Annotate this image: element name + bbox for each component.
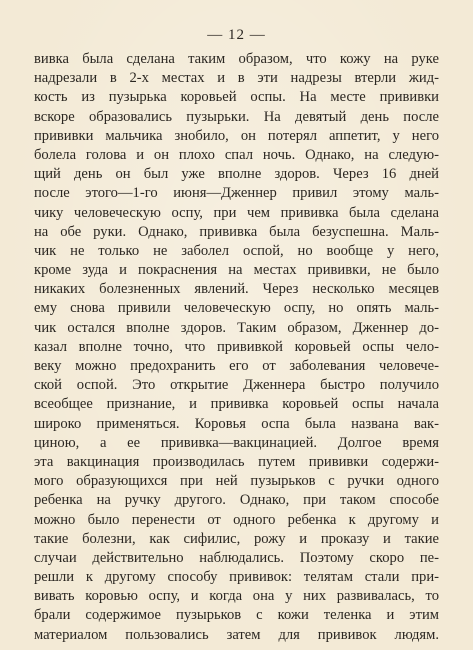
text-line: можно было перенести от одного ребенка к другому и bbox=[34, 511, 439, 528]
text-line: никаких болезненных явлений. Через несколько месяцев bbox=[34, 281, 439, 298]
text-line: ской оспой. Это открытие Дженнера быстро получило bbox=[34, 377, 439, 394]
text-line: на обе руки. Однако, прививка была безуспешна. Маль- bbox=[34, 223, 439, 240]
text-line: щий день он был уже вполне здоров. Через 16 дней bbox=[34, 166, 439, 183]
text-line: чику человеческую оспу, при чем прививка была сделана bbox=[34, 204, 439, 221]
text-line: чик остался вполне здоров. Таким образом, Дженнер до- bbox=[34, 319, 439, 336]
text-line: случаи действительно наблюдались. Поэтому скоро пе- bbox=[34, 549, 439, 566]
text-line: казал вполне точно, что прививкой коровьей оспы чело- bbox=[34, 338, 439, 355]
body-text bbox=[34, 50, 439, 645]
text-line: вивка была сделана таким образом, что кожу на руке bbox=[34, 51, 439, 67]
text-line: материалом пользовались затем для прививок людям. bbox=[34, 626, 439, 643]
text-line: циною, а ее прививка—вакцинацией. Долгое время bbox=[34, 434, 439, 451]
text-line: такие болезни, как сифилис, рожу и проказу и такие bbox=[34, 530, 439, 547]
text-line: всеобщее признание, и прививка коровьей оспы начала bbox=[34, 396, 439, 413]
text-line: прививки мальчика знобило, он потерял аппетит, у него bbox=[34, 127, 439, 144]
text-line: ему снова привили человеческую оспу, но опять маль- bbox=[34, 300, 439, 317]
text-line: чик не только не заболел оспой, но вообще у него, bbox=[34, 242, 439, 259]
text-line: эта вакцинация производилась путем прививки содержи- bbox=[34, 453, 439, 470]
text-line: кость из пузырька коровьей оспы. На месте прививки bbox=[34, 89, 439, 106]
text-line: вивать коровью оспу, и когда она у них развивалась, то bbox=[34, 588, 439, 605]
text-line: после этого—1-го июня—Дженнер привил этому маль- bbox=[34, 185, 439, 202]
text-line: брали содержимое пузырьков с кожи теленка и этим bbox=[34, 607, 439, 624]
text-line: болела голова и он плохо спал ночь. Однако, на следую- bbox=[34, 146, 439, 163]
text-line: решли к другому способу прививок: телятам стали при- bbox=[34, 569, 439, 586]
text-line: мого образующихся при ней пузырьков с ручки одного bbox=[34, 473, 439, 490]
text-line: ребенка на ручку другого. Однако, при таком способе bbox=[34, 492, 439, 509]
page-number: — 12 — bbox=[207, 27, 266, 43]
text-line: кроме зуда и покраснения на местах прививки, не было bbox=[34, 262, 439, 279]
text-line: вскоре образовались пузырьки. На девятый день после bbox=[34, 108, 439, 125]
text-line: надрезали в 2-х местах и в эти надрезы втерли жид- bbox=[34, 70, 439, 87]
text-line: веку можно предохранить его от заболевания человече- bbox=[34, 358, 439, 374]
text-line: широко применяться. Коровья оспа была названа вак- bbox=[34, 415, 439, 432]
